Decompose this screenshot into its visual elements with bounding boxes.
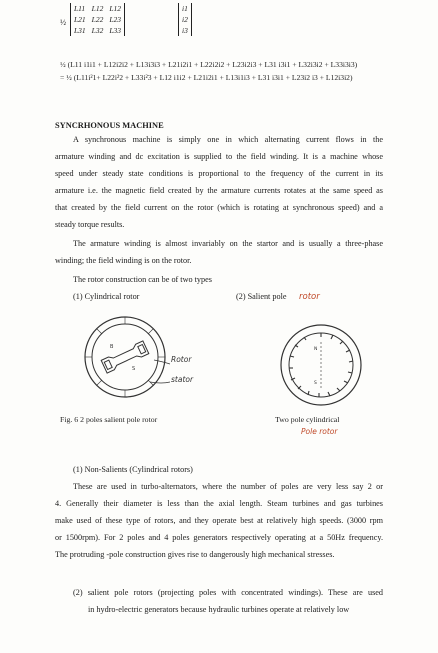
salient-item-line: in hydro-electric generators because hydraulic turbines operate at relatively low [88, 605, 350, 614]
rotor-type-1: (1) Cylindrical rotor [73, 292, 140, 301]
non-salient-line: The protruding -pole construction gives rise to dangerously high mechanical stresses. [55, 550, 335, 559]
figure-caption-right-handwritten: Pole rotor [301, 427, 338, 436]
para1-line: speed under steady state conditions is proportional to the frequency of the current in its [55, 169, 383, 178]
salient-item-line: (2) salient pole rotors (projecting poles with concentrated windings). These are used [73, 588, 383, 597]
vector-cell: i1 [182, 4, 188, 13]
matrix-cell: L23 [109, 15, 122, 24]
vector-cell: i2 [182, 15, 188, 24]
section-heading: SYNCRHONOUS MACHINE [55, 121, 164, 130]
para3-line: The rotor construction can be of two types [73, 275, 212, 284]
matrix-cell: L22 [91, 15, 104, 24]
matrix-cell: L31 [74, 26, 86, 35]
current-vector [178, 3, 192, 36]
rotor-type-2: (2) Salient pole [236, 292, 287, 301]
non-salient-line: These are used in turbo-alternators, where the number of poles are very less say 2 or [73, 482, 383, 491]
non-salient-line: make used of these type of rotors, and they operate best at relatively high speeds. (3000 rpm [55, 516, 383, 525]
equation-line-2: = ½ (L11i²1+ L22i²2 + L33i²3 + L12 i1i2 + L21i2i1 + L13i1i3 + L31 i3i1 + L23i2 i3 + L12i3i2) [60, 73, 353, 82]
matrix-cell: L32 [91, 26, 104, 35]
svg-text:B: B [110, 344, 114, 350]
matrix-half: ½ [60, 18, 66, 27]
inductance-matrix [70, 3, 125, 36]
non-salient-line: or 1500rpm). For 2 poles and 4 poles generators respectively operating at a 50Hz frequency. [55, 533, 383, 542]
non-salient-item: (1) Non-Salients (Cylindrical rotors) [73, 465, 193, 474]
para2-line: The armature winding is almost invariably on the startor and is usually a three-phase [73, 239, 383, 248]
para2-line: winding; the field winding is on the rotor. [55, 256, 192, 265]
para1-line: armature i.e. the magnetic field created by the armature currents rotates at the same speed as [55, 186, 383, 195]
matrix-cell: L12 [109, 4, 122, 13]
matrix-cell: L21 [74, 15, 86, 24]
para1-line: armature winding and dc excitation is supplied to the field winding. It is a machine whose [55, 152, 383, 161]
figure-caption-right: Two pole cylindrical [275, 415, 340, 424]
vector-cell: i3 [182, 26, 188, 35]
rotor-type-2-handwritten: rotor [299, 292, 320, 302]
matrix-cell: L11 [74, 4, 86, 13]
para1-line: that created by the field current on the rotor (which is rotating at synchronous speed) and a [55, 203, 383, 212]
para1-line: A synchronous machine is simply one in which alternating current flows in the [73, 135, 383, 144]
matrix-cell: L33 [109, 26, 122, 35]
equation-line-1: ½ (L11 i1i1 + L12i2i2 + L13i3i3 + L21i2i1 + L22i2i2 + L23i2i3 + L31 i3i1 + L32i3i2 + L33i3i3) [60, 60, 358, 69]
non-salient-line: 4. Generally their diameter is less than the axial length. Steam turbines and gas turbines [55, 499, 383, 508]
svg-text:N: N [314, 347, 318, 352]
para1-line: steady torque results. [55, 220, 125, 229]
matrix-cell: L12 [91, 4, 104, 13]
stator-label-handwritten: stator [171, 375, 194, 384]
cylindrical-rotor-figure [276, 320, 366, 410]
svg-text:S: S [314, 381, 317, 386]
svg-text:S: S [132, 366, 136, 372]
rotor-label-handwritten: Rotor [171, 355, 192, 364]
figure-caption-left: Fig. 6 2 poles salient pole rotor [60, 415, 158, 424]
